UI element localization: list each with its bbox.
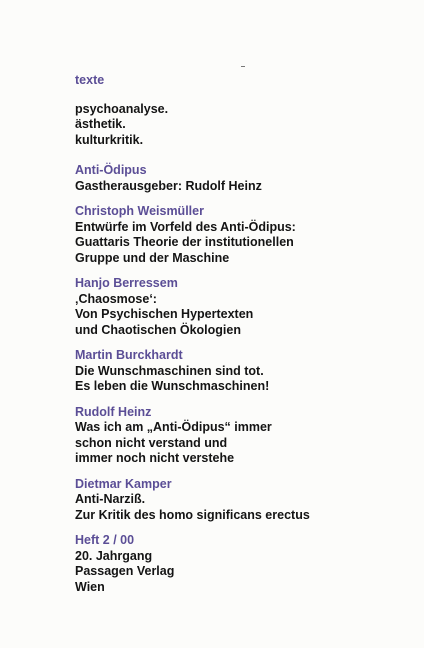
series-subtitle <box>75 102 405 149</box>
section-line: Entwürfe im Vorfeld des Anti-Ödipus: <box>75 219 296 234</box>
section-heinz <box>75 405 405 467</box>
subtitle-line: kulturkritik. <box>75 132 144 147</box>
section-line: und Chaotischen Ökologien <box>75 322 241 337</box>
section-line: Die Wunschmaschinen sind tot. <box>75 363 264 378</box>
section-weismueller <box>75 204 405 266</box>
section-line: immer noch nicht verstehe <box>75 451 235 465</box>
table-of-contents-page <box>75 73 405 605</box>
section-author: Dietmar Kamper <box>75 476 172 491</box>
section-line: Gruppe und der Maschine <box>75 250 230 265</box>
section-line: Von Psychischen Hypertexten <box>75 307 254 321</box>
section-issue-info <box>75 533 405 595</box>
issue-line: Wien <box>75 579 105 594</box>
series-header <box>75 73 405 89</box>
section-line: Was ich am „Anti-Ödipus“ immer <box>75 420 272 434</box>
issue-number: Heft 2 / 00 <box>75 533 135 547</box>
issue-line: Passagen Verlag <box>75 564 175 578</box>
section-author: Christoph Weismüller <box>75 204 204 218</box>
section-author: Hanjo Berressem <box>75 276 178 290</box>
section-line: Guattaris Theorie der institutionellen <box>75 235 294 249</box>
issue-line: 20. Jahrgang <box>75 548 153 563</box>
section-line: ‚Chaosmose‘: <box>75 291 157 306</box>
section-line: Zur Kritik des homo significans erectus <box>75 507 310 522</box>
section-heading: Anti-Ödipus <box>75 163 147 177</box>
section-line: Gastherausgeber: Rudolf Heinz <box>75 178 262 193</box>
subtitle-line: psychoanalyse. <box>75 101 169 116</box>
section-anti-oedipus <box>75 163 405 194</box>
section-author: Martin Burckhardt <box>75 348 183 362</box>
section-kamper <box>75 477 405 524</box>
section-burckhardt <box>75 348 405 395</box>
series-title: texte <box>75 73 105 87</box>
section-line: Anti-Narziß. <box>75 492 146 506</box>
section-line: Es leben die Wunschmaschinen! <box>75 379 270 393</box>
section-line: schon nicht verstand und <box>75 435 228 450</box>
print-speck <box>241 66 245 67</box>
subtitle-line: ästhetik. <box>75 117 126 131</box>
section-author: Rudolf Heinz <box>75 404 152 419</box>
section-berressem <box>75 276 405 338</box>
